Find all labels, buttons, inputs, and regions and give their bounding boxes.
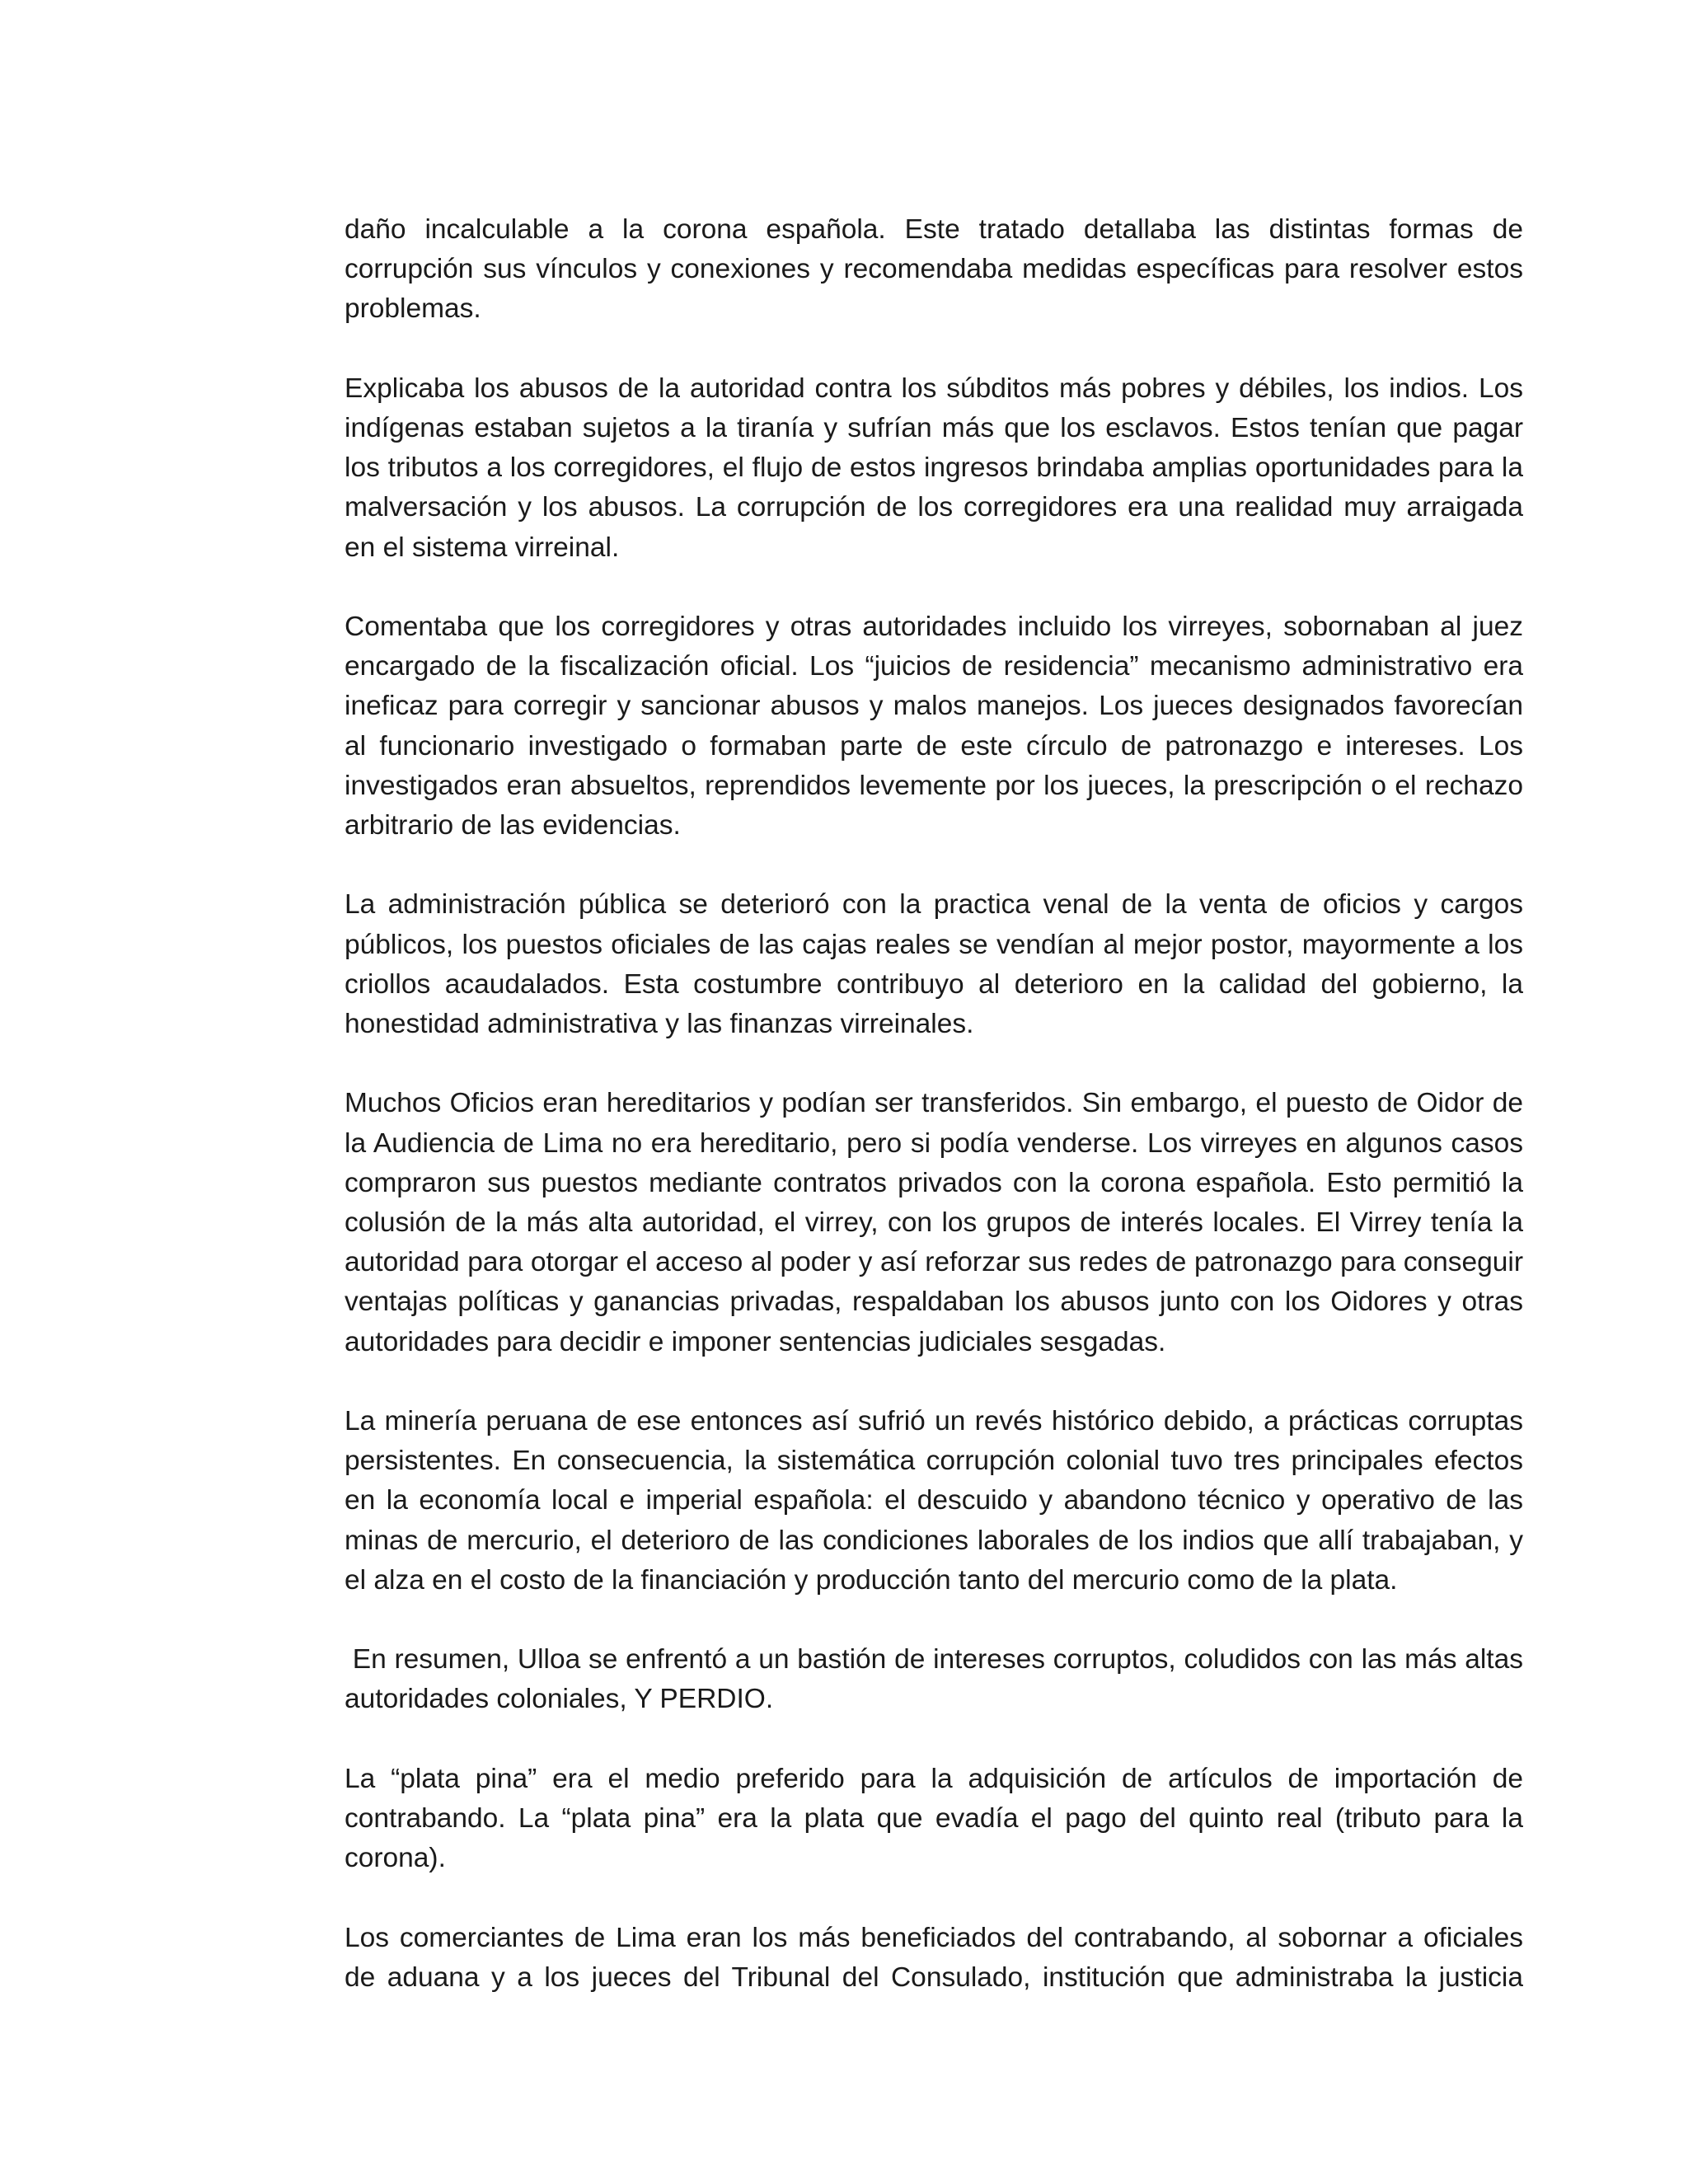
paragraph-6: La minería peruana de ese entonces así sufrió un revés histórico debido, a prácticas corruptas persistentes. En consecuencia, la sistemática corrupción colonial tuvo tres principales efectos en la economía local e imperial española: el descuido y abandono técnico y operativo de las minas de mercurio, el deterioro de las condiciones laborales de los indios que allí trabajaban, y el alza en el costo de la financiación y producción tanto del mercurio como de la plata. — [345, 1406, 1523, 1596]
paragraph-5: Muchos Oficios eran hereditarios y podían ser transferidos. Sin embargo, el puesto de Oidor de la Audiencia de Lima no era hereditario, pero si podía venderse. Los virreyes en algunos casos compraron sus puestos mediante contratos privados con la corona española. Esto permitió la colusión de la más alta autoridad, el virrey, con los grupos de interés locales. El Virrey tenía la autoridad para otorgar el acceso al poder y así reforzar sus redes de patronazgo para conseguir ventajas políticas y ganancias privadas, respaldaban los abusos junto con los Oidores y otras autoridades para decidir e imponer sentencias judiciales sesgadas. — [345, 1088, 1523, 1357]
paragraph-2: Explicaba los abusos de la autoridad contra los súbditos más pobres y débiles, los indios. Los indígenas estaban sujetos a la tiranía y sufrían más que los esclavos. Estos tenían que pagar los tributos a los corregidores, el flujo de estos ingresos brindaba amplias oportunidades para la malversación y los abusos. La corrupción de los corregidores era una realidad muy arraigada en el sistema virreinal. — [345, 373, 1523, 563]
paragraph-1: daño incalculable a la corona española. Este tratado detallaba las distintas formas de corrupción sus vínculos y conexiones y recomendaba medidas específicas para resolver estos problemas. — [345, 214, 1523, 325]
paragraph-3: Comentaba que los corregidores y otras autoridades incluido los virreyes, sobornaban al juez encargado de la fiscalización oficial. Los “juicios de residencia” mecanismo administrativo era ineficaz para corregir y sancionar abusos y malos manejos. Los jueces designados favorecían al funcionario investigado o formaban parte de este círculo de patronazgo e intereses. Los investigados eran absueltos, reprendidos levemente por los jueces, la prescripción o el rechazo arbitrario de las evidencias. — [345, 612, 1523, 841]
paragraph-4: La administración pública se deterioró con la practica venal de la venta de oficios y cargos públicos, los puestos oficiales de las cajas reales se vendían al mejor postor, mayormente a los criollos acaudalados. Esta costumbre contribuyo al deterioro en la calidad del gobierno, la honestidad administrativa y las finanzas virreinales. — [345, 889, 1523, 1040]
paragraph-7: En resumen, Ulloa se enfrentó a un bastión de intereses corruptos, coludidos con las más altas autoridades coloniales, Y PERDIO. — [345, 1644, 1531, 1715]
paragraph-9: Los comerciantes de Lima eran los más beneficiados del contrabando, al sobornar a oficiales de aduana y a los jueces del Tribunal del Consulado, institución que administraba la justicia — [345, 1922, 1523, 1993]
paragraph-8: La “plata pina” era el medio preferido para la adquisición de artículos de importación de contrabando. La “plata pina” era la plata que evadía el pago del quinto real (tributo para la corona). — [345, 1763, 1523, 1874]
document-body — [345, 210, 1531, 2037]
